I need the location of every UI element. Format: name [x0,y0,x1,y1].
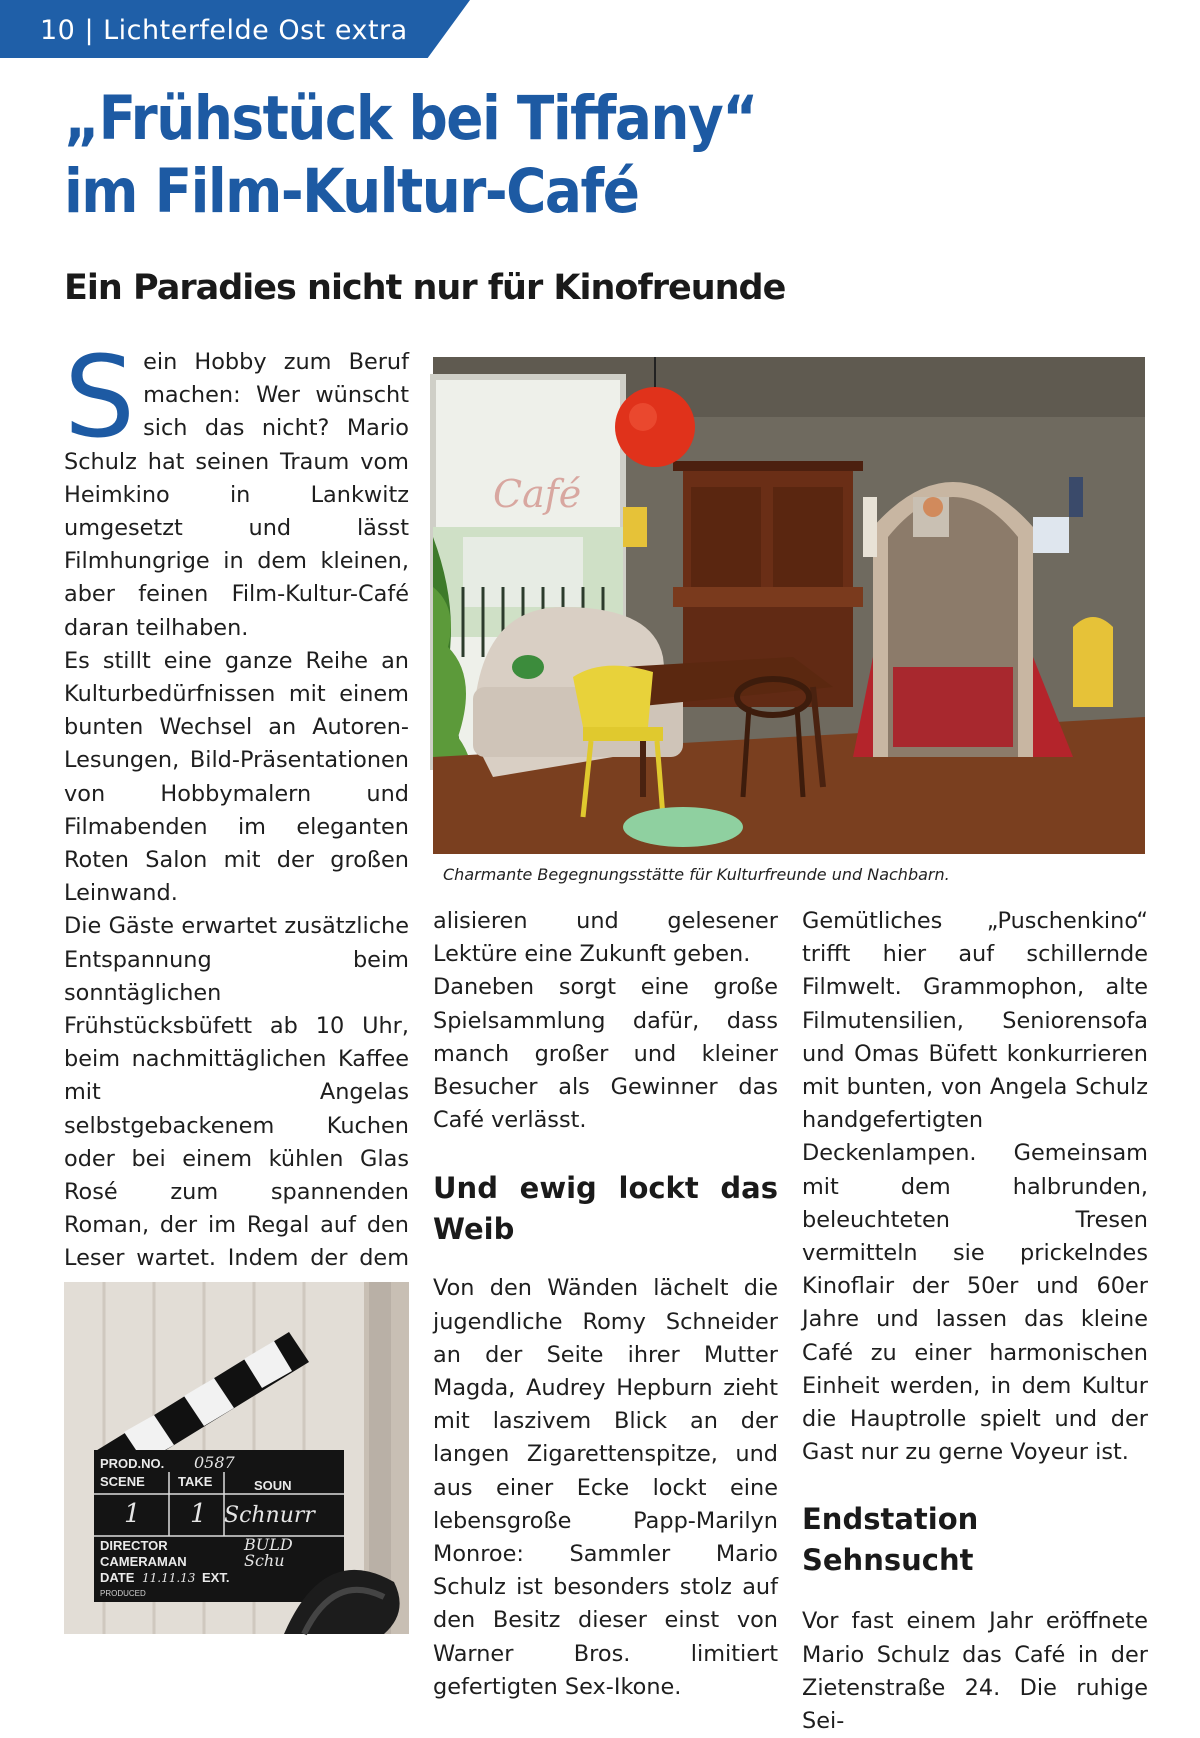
paragraph-puschenkino: Gemütliches „Puschenkino“ trifft hier auf schillernde Filmwelt. Grammophon, alte Filmutensilien, Seniorensofa und Omas Büfett konkurrieren mit bunten, von Angela Schulz handgefertigten Deckenlampen. Gemeinsam mit dem halbrunden, beleuchteten Tresen vermitteln sie prickelndes Kinoflair der 50er und 60er Jahre und lassen das kleine Café zu einer harmonischen Einheit werden, in dem Kultur die Hauptrolle spielt und der Gast nur zu gerne Voyeur ist. [802,908,1148,1466]
clapboard-photo [64,1282,409,1634]
article-column-1 [64,333,409,1409]
paragraph-intro-text: ein Hobby zum Beruf machen: Wer wünscht sich das nicht? Mario Schulz hat seinen Traum vom Heimkino in Lankwitz umgesetzt und lässt Filmhungrige in dem kleinen, aber feinen Film-Kultur-Café daran teilhaben. [64,349,409,641]
clap-director-label: DIRECTOR [100,1538,168,1553]
cafe-interior-illustration [433,357,1145,854]
photo-caption: Charmante Begegnungsstätte für Kulturfreunde und Nachbarn. [443,865,950,884]
paragraph-guests: Die Gäste erwartet zusätzliche Entspannung beim sonntäglichen Frühstücksbüfett ab 10 Uhr, beim nachmittäglichen Kaffee mit Angelas selbstgebackenem Kuchen oder bei einem kühlen Glas Rosé zum spannenden Roman, der im Regal auf den Leser wartet. Indem der dem [64,913,409,1272]
window-cafe-script: Café [493,472,582,516]
paragraph-events: Es stillt eine ganze Reihe an Kulturbedürfnissen mit einem bunten Wechsel an Autoren-Lesungen, Bild-Präsentationen von Hobbymalern und Filmabenden im eleganten Roten Salon mit der großen Leinwand. [64,647,409,907]
clap-prod-no-label: PROD.NO. [100,1456,165,1471]
article-column-3 [802,905,1148,1738]
paragraph-walls: Von den Wänden lächelt die jugendliche Romy Schneider an der Seite ihrer Mutter Magda, Audrey Hepburn zieht mit laszivem Blick an der langen Zigarettenspitze, und aus einer Ecke lockt eine lebensgroße Papp-Marilyn Monroe: Sammler Mario Schulz ist besonders stolz auf den Besitz dieser einst von Warner Bros. limitiert gefertigten Sex-Ikone. [433,1275,778,1700]
drop-cap: S [64,333,136,463]
clap-date-label: DATE [100,1570,135,1585]
page-section-label: 10 | Lichterfelde Ost extra [40,15,408,46]
clap-prod-no-value: 0587 [194,1453,235,1472]
clap-sound-label: SOUN [254,1478,292,1493]
clap-take-label: TAKE [178,1474,213,1489]
clap-produced-label: PRODUCED [100,1589,146,1598]
clapboard-illustration [64,1282,409,1634]
clap-ext-label: EXT. [202,1570,230,1585]
cafe-interior-photo [433,357,1145,854]
clap-date-value: 11.11.13 [142,1571,196,1585]
paragraph-games: Daneben sorgt eine große Spielsammlung dafür, dass manch großer und kleiner Besucher als Gewinner das Café verlässt. [433,974,778,1134]
clap-cameraman-label: CAMERAMAN [100,1554,187,1569]
clap-sound-value: Schnurr [224,1503,315,1528]
headline-line-1: „Frühstück bei Tiffany“ [64,83,757,154]
clap-take-value: 1 [190,1499,207,1529]
paragraph-opening: Vor fast einem Jahr eröffnete Mario Schulz das Café in der Zietenstraße 24. Die ruhige Sei- [802,1608,1148,1735]
clap-director-value: BULD [244,1535,293,1554]
subheading-und-ewig-lockt: Und ewig lockt das Weib [433,1171,778,1247]
clap-scene-value: 1 [124,1499,141,1529]
clap-cameraman-value: Schu [244,1551,285,1570]
paragraph-books: alisieren und gelesener Lektüre eine Zukunft geben. [433,908,778,968]
article-headline [64,82,1064,228]
article-subheadline: Ein Paradies nicht nur für Kinofreunde [64,268,786,308]
article-column-2 [433,905,778,1704]
headline-line-2: im Film-Kultur-Café [64,156,639,227]
clap-scene-label: SCENE [100,1474,145,1489]
subheading-endstation-sehnsucht: Endstation Sehnsucht [802,1502,979,1578]
